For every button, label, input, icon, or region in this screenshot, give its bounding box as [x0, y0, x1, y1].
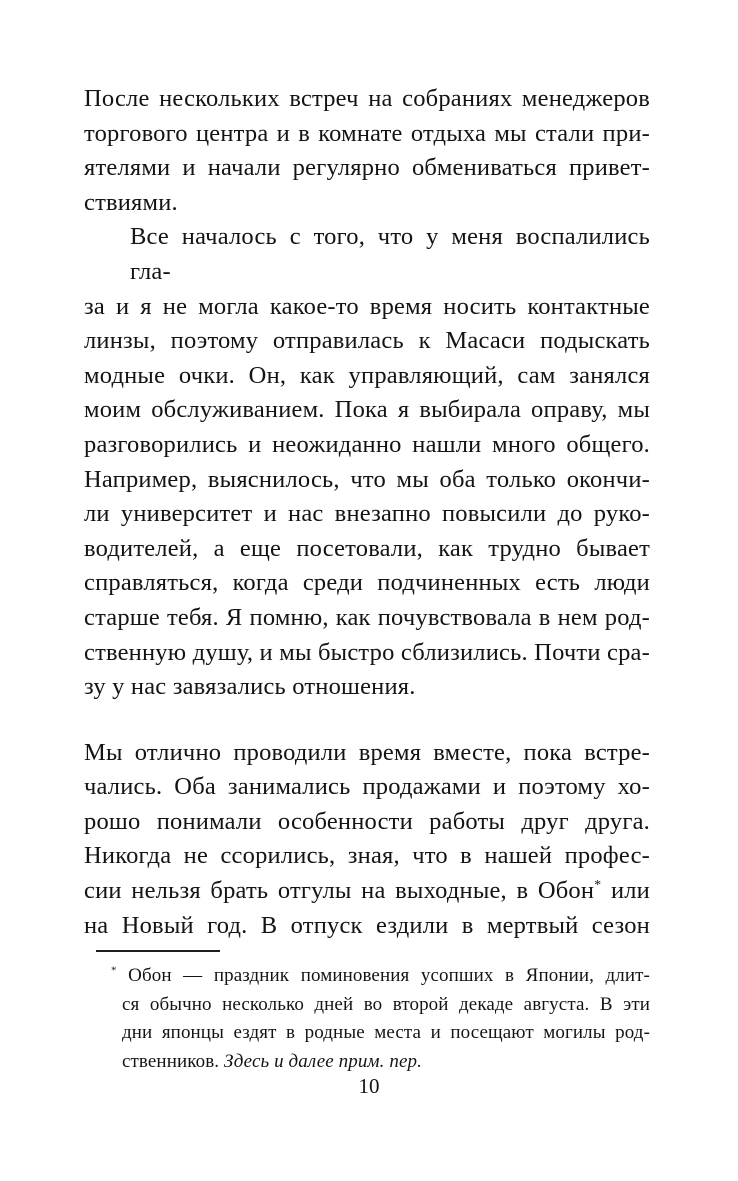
text-line: справляться, когда среди подчиненных есть люди [84, 569, 650, 597]
text-line: ственную душу, и мы быстро сблизились. Почти сра- [84, 638, 650, 666]
text-line: водителей, а еще посетовали, как трудно бывает [84, 534, 650, 562]
text-line: торгового центра и в комнате отдыха мы стали при- [84, 119, 650, 147]
text-line: за и я не могла какое-то время носить контактные [84, 292, 650, 320]
text-line: Никогда не ссорились, зная, что в нашей профес- [84, 842, 650, 870]
translator-note-italic: Здесь и далее прим. пер. [223, 1051, 422, 1073]
footnote-marker-asterisk: * [111, 964, 117, 977]
text-segment: сии нельзя брать отгулы на выходные, в Обон [84, 877, 595, 905]
text-line: линзы, поэтому отправилась к Масаси подыскать [84, 327, 650, 355]
text-line: старше тебя. Я помню, как почувствовала в нем род- [84, 603, 650, 631]
footnote-line: дни японцы ездят в родные места и посещают могилы род- [122, 1022, 650, 1044]
text-line: чались. Оба занимались продажами и поэтому хо- [84, 773, 650, 801]
text-segment: или [601, 877, 650, 905]
text-line: моим обслуживанием. Пока я выбирала оправу, мы [84, 396, 650, 424]
text-line: разговорились и неожиданно нашли много общего. [84, 430, 650, 458]
text-segment: ственников. [122, 1051, 224, 1073]
text-line: ятелями и начали регулярно обмениваться привет- [84, 154, 650, 182]
text-line: ли университет и нас внезапно повысили до руко- [84, 500, 650, 528]
paragraph-1 [84, 82, 650, 220]
footnote-divider [96, 950, 220, 952]
page-number: 10 [358, 1074, 380, 1098]
text-line: модные очки. Он, как управляющий, сам занялся [84, 361, 650, 389]
footnote-line: ся обычно несколько дней во второй декаде августа. В эти [122, 993, 650, 1015]
footnote [84, 950, 650, 1076]
footnote-text [111, 962, 650, 1076]
text-line: на Новый год. В отпуск ездили в мертвый сезон [84, 911, 650, 939]
footnote-line [111, 962, 650, 991]
text-line-with-footnote-ref [84, 874, 650, 909]
text-line: зу у нас завязались отношения. [84, 673, 416, 701]
text-line: После нескольких встреч на собраниях менеджеров [84, 85, 650, 112]
text-segment: Обон — праздник поминовения усопших в Японии, длит- [128, 965, 650, 987]
text-line: Например, выяснилось, что мы оба только окончи- [84, 465, 650, 493]
text-line: рошо понимали особенности работы друг друга. [84, 807, 650, 835]
text-line: ствиями. [84, 188, 178, 216]
text-block [84, 82, 650, 1077]
footnote-reference-asterisk: * [594, 877, 602, 893]
paragraph-2 [84, 220, 650, 704]
paragraph-3 [84, 736, 650, 944]
text-line: Все началось с того, что у меня воспалились гла- [130, 223, 650, 285]
text-line: Мы отлично проводили время вместе, пока встре- [84, 738, 650, 766]
